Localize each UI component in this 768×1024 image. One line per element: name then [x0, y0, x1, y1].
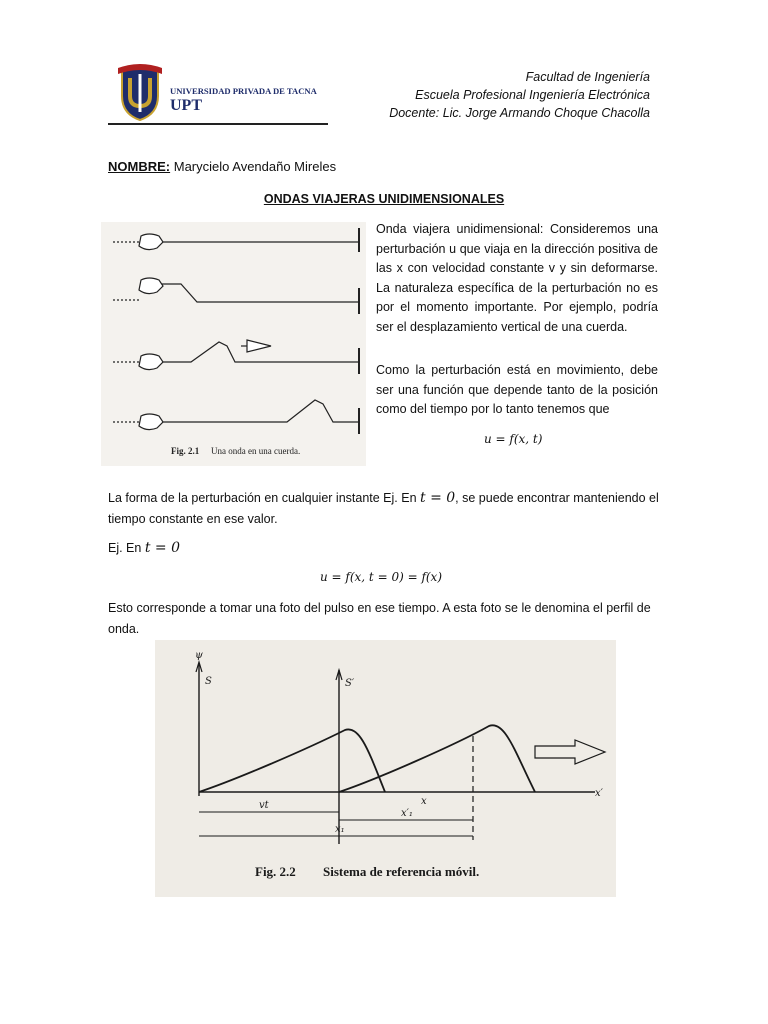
- school-text: Escuela Profesional Ingeniería Electrónica: [415, 88, 650, 102]
- student-name-line: [108, 159, 336, 174]
- student-label: NOMBRE:: [108, 159, 171, 174]
- figure-moving-reference: [155, 640, 616, 897]
- p3-text-a: La forma de la perturbación en cualquier instante Ej. En: [108, 491, 420, 505]
- paragraph-example: [108, 538, 660, 559]
- paragraph-photo: Esto corresponde a tomar una foto del pulso en ese tiempo. A esta foto se le denomina el perfil de onda.: [108, 601, 651, 636]
- fig2-psi: ψ: [195, 650, 203, 661]
- p4-text: Ej. En: [108, 541, 145, 555]
- teacher-text: Docente: Lic. Jorge Armando Choque Chacolla: [389, 106, 650, 120]
- faculty-text: Facultad de Ingeniería: [525, 70, 650, 84]
- equation-profile: u = f(x, t = 0) = f(x): [320, 570, 443, 584]
- fig2-caption-number: Fig. 2.2: [255, 864, 296, 879]
- logo-abbreviation: UPT: [170, 97, 202, 114]
- fig2-s-prime: S′: [345, 678, 355, 689]
- fig2-x: x: [421, 796, 427, 807]
- paragraph-shape: [108, 488, 660, 530]
- equation-u-fxt: u = f(x, t): [484, 432, 543, 446]
- fig1-caption-text: Una onda en una cuerda.: [211, 446, 301, 456]
- figure-rope-waves: [101, 222, 366, 466]
- shield-icon: [118, 64, 162, 120]
- header-info: [389, 68, 650, 122]
- paragraph-intro: Onda viajera unidimensional: Consideremos una perturbación u que viaja en la dirección positiva de las x con velocidad constante v y sin deformarse. La naturaleza específica de la perturbación no es por el momento importante. Por ejemplo, podría ser el desplazamiento vertical de una cuerda.: [376, 222, 658, 334]
- p3-math: t = 0: [420, 490, 456, 506]
- p3-text-b: , se puede encontrar manteniendo el tiempo constante en ese valor.: [108, 491, 659, 526]
- page-title: ONDAS VIAJERAS UNIDIMENSIONALES: [263, 192, 505, 206]
- university-logo: [108, 62, 330, 124]
- paragraph-motion: Como la perturbación está en movimiento, debe ser una función que depende tanto de la posición como del tiempo por lo tanto tenemos que: [376, 363, 658, 416]
- student-name: Marycielo Avendaño Mireles: [173, 159, 337, 174]
- p4-math: t = 0: [144, 540, 180, 556]
- fig2-x1-prime: x′₁: [401, 808, 413, 819]
- fig2-s: S: [205, 676, 212, 687]
- logo-university-name: UNIVERSIDAD PRIVADA DE TACNA: [170, 86, 317, 96]
- fig2-x1: x₁: [335, 824, 345, 835]
- fig2-x-prime: x′: [595, 788, 603, 799]
- fig1-caption-number: Fig. 2.1: [171, 446, 200, 456]
- fig2-caption-text: Sistema de referencia móvil.: [323, 864, 480, 879]
- header-divider: [108, 123, 328, 125]
- fig2-vt: vt: [259, 800, 269, 811]
